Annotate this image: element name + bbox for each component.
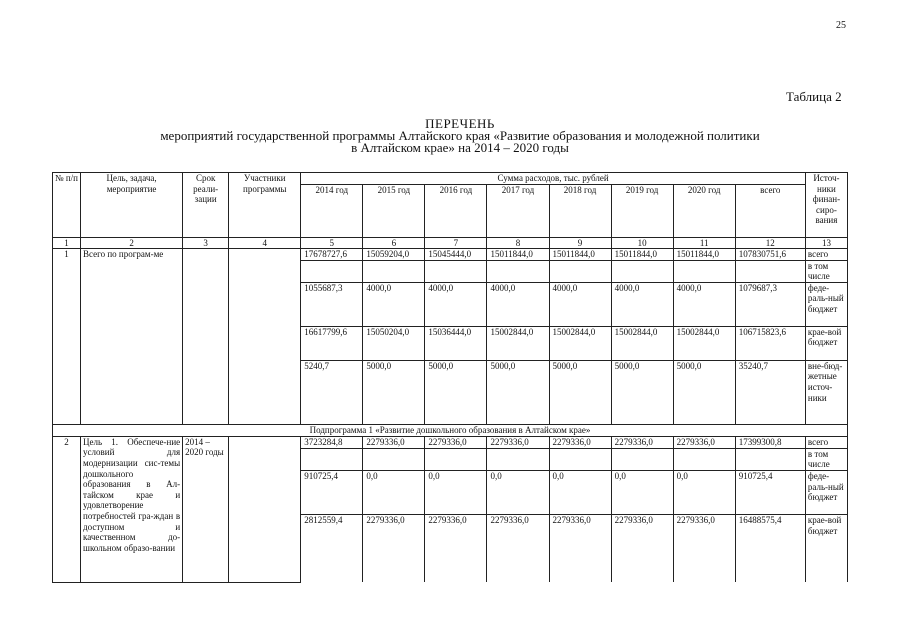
value-cell: 5000,0 <box>611 360 673 424</box>
value-cell <box>487 448 549 470</box>
value-cell: 2279336,0 <box>673 514 735 582</box>
source-cell: крае-вой бюджет <box>805 514 847 582</box>
value-cell: 0,0 <box>487 470 549 514</box>
value-cell: 15036444,0 <box>425 326 487 360</box>
value-cell: 4000,0 <box>425 282 487 326</box>
value-cell: 17399300,8 <box>735 436 805 448</box>
document-title <box>60 118 860 154</box>
value-cell: 2812559,4 <box>301 514 363 582</box>
row-goal: Цель 1. Обеспече-ние условий для модернизации сис-темы дошкольного образования в Ал-тайском крае и удовлетворение потребностей гра-ждан в доступном и качественном до-школьном образо-вании <box>81 436 183 582</box>
value-cell: 15059204,0 <box>363 248 425 260</box>
value-cell: 2279336,0 <box>487 436 549 448</box>
value-cell: 2279336,0 <box>425 514 487 582</box>
column-number: 12 <box>735 237 805 248</box>
value-cell <box>425 448 487 470</box>
value-cell: 5240,7 <box>301 360 363 424</box>
row-number: 2 <box>53 436 81 582</box>
source-cell: вне-бюд-жетные источ-ники <box>805 360 847 424</box>
value-cell: 0,0 <box>363 470 425 514</box>
value-cell: 15002844,0 <box>611 326 673 360</box>
value-cell: 35240,7 <box>735 360 805 424</box>
source-cell: всего <box>805 436 847 448</box>
column-number: 9 <box>549 237 611 248</box>
value-cell: 15011844,0 <box>549 248 611 260</box>
value-cell <box>735 260 805 282</box>
value-cell: 15002844,0 <box>673 326 735 360</box>
column-number: 11 <box>673 237 735 248</box>
value-cell <box>363 260 425 282</box>
table-label: Таблица 2 <box>786 89 842 104</box>
value-cell: 15002844,0 <box>549 326 611 360</box>
column-number: 2 <box>81 237 183 248</box>
column-number: 7 <box>425 237 487 248</box>
row-participants <box>229 248 301 424</box>
value-cell: 5000,0 <box>487 360 549 424</box>
value-cell: 106715823,6 <box>735 326 805 360</box>
header-year: 2018 год <box>549 184 611 237</box>
value-cell: 2279336,0 <box>611 514 673 582</box>
value-cell: 1079687,3 <box>735 282 805 326</box>
row-term: 2014 – 2020 годы <box>183 436 229 582</box>
header-row-1 <box>53 173 848 185</box>
value-cell: 5000,0 <box>549 360 611 424</box>
value-cell <box>611 260 673 282</box>
value-cell: 2279336,0 <box>549 514 611 582</box>
value-cell: 4000,0 <box>549 282 611 326</box>
value-cell: 16488575,4 <box>735 514 805 582</box>
value-cell <box>735 448 805 470</box>
value-cell: 15011844,0 <box>673 248 735 260</box>
source-cell: крае-вой бюджет <box>805 326 847 360</box>
value-cell: 2279336,0 <box>425 436 487 448</box>
column-number: 8 <box>487 237 549 248</box>
value-cell: 3723284,8 <box>301 436 363 448</box>
value-cell: 4000,0 <box>673 282 735 326</box>
page-number: 25 <box>836 20 846 31</box>
value-cell: 4000,0 <box>487 282 549 326</box>
source-cell: в том числе <box>805 448 847 470</box>
source-cell: в том числе <box>805 260 847 282</box>
subprogram-row <box>53 424 848 436</box>
value-cell: 15002844,0 <box>487 326 549 360</box>
header-sum: Сумма расходов, тыс. рублей <box>301 173 806 185</box>
value-cell: 5000,0 <box>673 360 735 424</box>
value-cell: 4000,0 <box>363 282 425 326</box>
value-cell <box>363 448 425 470</box>
header-year: 2015 год <box>363 184 425 237</box>
value-cell <box>673 448 735 470</box>
value-cell <box>549 448 611 470</box>
header-year: 2016 год <box>425 184 487 237</box>
row-number: 1 <box>53 248 81 424</box>
column-number: 10 <box>611 237 673 248</box>
header-goal: Цель, задача, мероприятие <box>81 173 183 238</box>
value-cell: 2279336,0 <box>673 436 735 448</box>
column-number: 13 <box>805 237 847 248</box>
value-cell <box>487 260 549 282</box>
value-cell: 1055687,3 <box>301 282 363 326</box>
value-cell: 107830751,6 <box>735 248 805 260</box>
header-source: Источ-ники финан-сиро-вания <box>805 173 847 238</box>
title-line-1: ПЕРЕЧЕНЬ <box>425 116 495 131</box>
value-cell: 4000,0 <box>611 282 673 326</box>
source-cell: всего <box>805 248 847 260</box>
value-cell <box>549 260 611 282</box>
header-year: 2014 год <box>301 184 363 237</box>
table-row <box>53 248 848 260</box>
row-term <box>183 248 229 424</box>
title-line-2: мероприятий государственной программы Алтайского края «Развитие образования и молодежной политики <box>160 128 760 143</box>
value-cell: 2279336,0 <box>487 514 549 582</box>
value-cell: 5000,0 <box>425 360 487 424</box>
column-number: 5 <box>301 237 363 248</box>
header-total: всего <box>735 184 805 237</box>
value-cell: 15050204,0 <box>363 326 425 360</box>
column-number: 6 <box>363 237 425 248</box>
value-cell: 5000,0 <box>363 360 425 424</box>
value-cell: 17678727,6 <box>301 248 363 260</box>
source-cell: феде-раль-ный бюджет <box>805 470 847 514</box>
value-cell: 16617799,6 <box>301 326 363 360</box>
value-cell: 15045444,0 <box>425 248 487 260</box>
measures-table <box>52 172 848 583</box>
header-year: 2017 год <box>487 184 549 237</box>
table-row <box>53 436 848 448</box>
value-cell <box>673 260 735 282</box>
header-term: Срок реали-зации <box>183 173 229 238</box>
source-cell: феде-раль-ный бюджет <box>805 282 847 326</box>
value-cell: 0,0 <box>611 470 673 514</box>
value-cell: 2279336,0 <box>363 514 425 582</box>
subprogram-title: Подпрограмма 1 «Развитие дошкольного образования в Алтайском крае» <box>53 424 848 436</box>
value-cell: 0,0 <box>549 470 611 514</box>
value-cell <box>425 260 487 282</box>
value-cell: 0,0 <box>673 470 735 514</box>
column-number: 3 <box>183 237 229 248</box>
value-cell <box>611 448 673 470</box>
value-cell: 2279336,0 <box>363 436 425 448</box>
row-goal: Всего по програм-ме <box>81 248 183 424</box>
header-participants: Участники программы <box>229 173 301 238</box>
header-num: № п/п <box>53 173 81 238</box>
value-cell: 910725,4 <box>301 470 363 514</box>
column-number-row <box>53 237 848 248</box>
value-cell <box>301 260 363 282</box>
title-line-3: в Алтайском крае» на 2014 – 2020 годы <box>351 140 569 155</box>
value-cell <box>301 448 363 470</box>
value-cell: 2279336,0 <box>549 436 611 448</box>
column-number: 4 <box>229 237 301 248</box>
value-cell: 15011844,0 <box>487 248 549 260</box>
row-participants <box>229 436 301 582</box>
value-cell: 2279336,0 <box>611 436 673 448</box>
header-year: 2019 год <box>611 184 673 237</box>
header-year: 2020 год <box>673 184 735 237</box>
value-cell: 0,0 <box>425 470 487 514</box>
value-cell: 910725,4 <box>735 470 805 514</box>
value-cell: 15011844,0 <box>611 248 673 260</box>
column-number: 1 <box>53 237 81 248</box>
